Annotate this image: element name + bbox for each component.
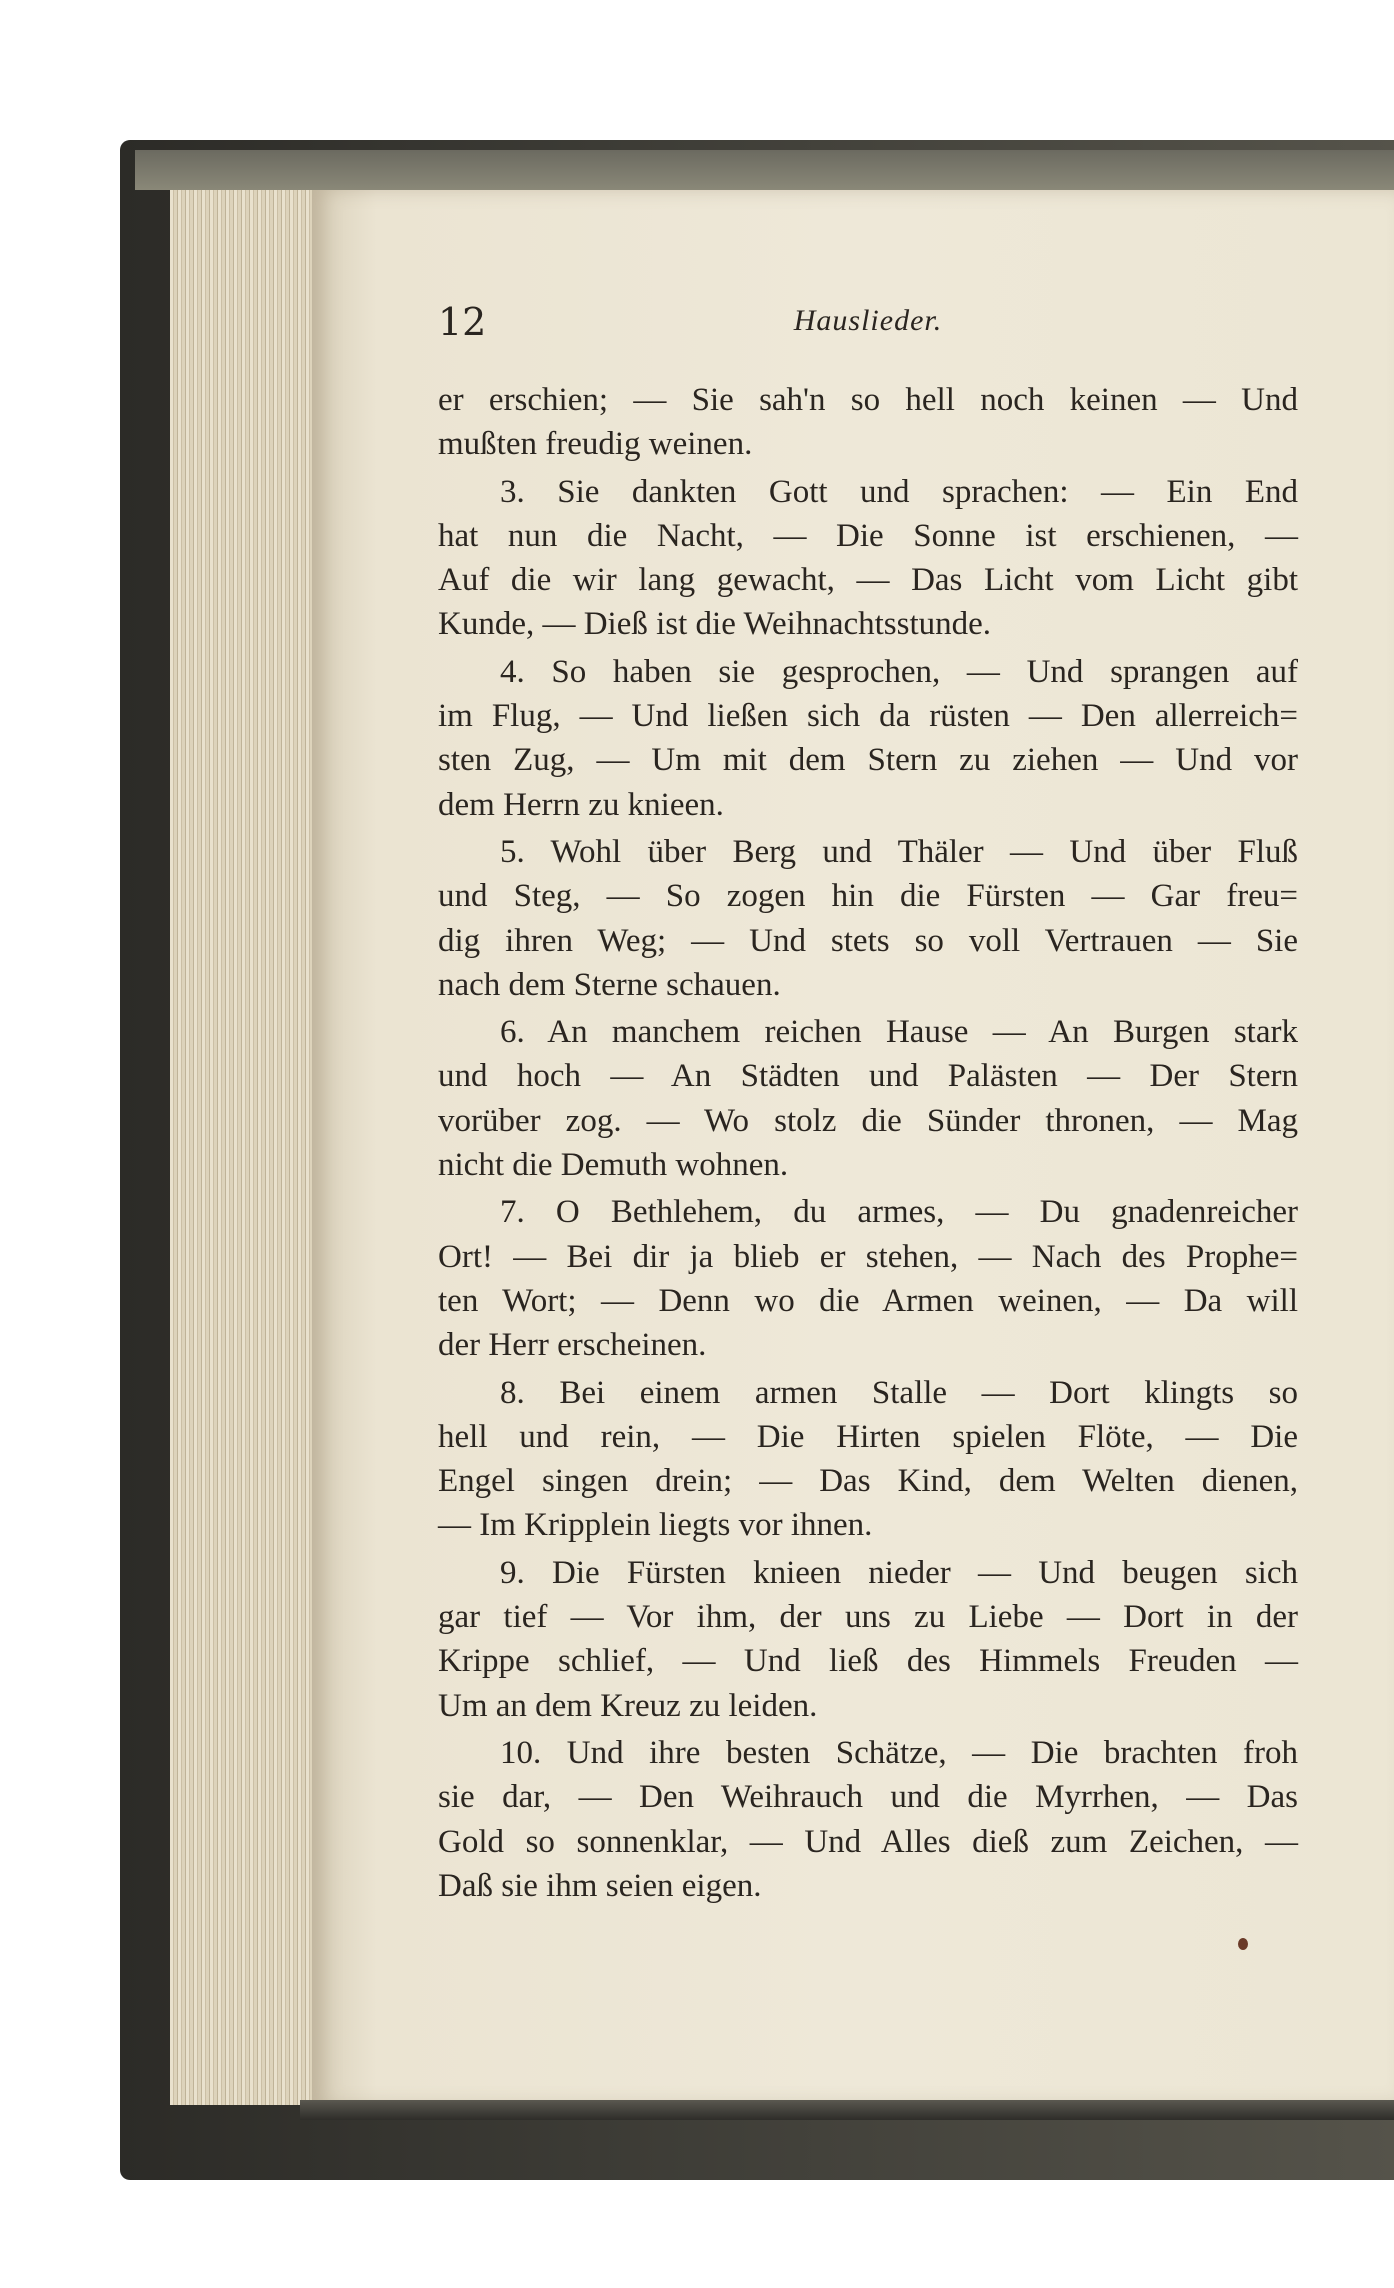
text-line: ten Wort; — Denn wo die Armen weinen, — Da will	[438, 1282, 1298, 1319]
text-line: 4. So haben sie gesprochen, — Und sprangen auf	[500, 653, 1298, 690]
stanza-10	[438, 1731, 1298, 1908]
text-line: dig ihren Weg; — Und stets so voll Vertrauen — Sie	[438, 922, 1298, 959]
poem-text	[438, 378, 1298, 1911]
text-line: nach dem Sterne schauen.	[438, 966, 781, 1003]
text-line: Gold so sonnenklar, — Und Alles dieß zum Zeichen, —	[438, 1823, 1298, 1860]
page-header	[438, 300, 1298, 360]
text-line: 7. O Bethlehem, du armes, — Du gnadenreicher	[500, 1194, 1298, 1231]
text-line: und hoch — An Städten und Palästen — Der Stern	[438, 1058, 1298, 1095]
text-line: gar tief — Vor ihm, der uns zu Liebe — Dort in der	[438, 1599, 1298, 1636]
stanza-3	[438, 470, 1298, 647]
text-line: 5. Wohl über Berg und Thäler — Und über Fluß	[500, 833, 1298, 870]
page-number: 12	[438, 300, 487, 344]
text-line: und Steg, — So zogen hin die Fürsten — Gar freu=	[438, 878, 1298, 915]
stanza-9	[438, 1551, 1298, 1728]
text-line: — Im Kripplein liegts vor ihnen.	[438, 1507, 873, 1544]
text-line: nicht die Demuth wohnen.	[438, 1147, 789, 1184]
text-line: 8. Bei einem armen Stalle — Dort klingts so	[500, 1374, 1298, 1411]
stanza-continuation	[438, 378, 1298, 467]
text-line: Daß sie ihm seien eigen.	[438, 1867, 762, 1904]
text-line: sie dar, — Den Weihrauch und die Myrrhen, — Das	[438, 1779, 1298, 1816]
text-line: dem Herrn zu knieen.	[438, 786, 724, 823]
page-block-edges	[170, 190, 320, 2105]
text-line: mußten freudig weinen.	[438, 426, 753, 463]
text-line: Krippe schlief, — Und ließ des Himmels Freuden —	[438, 1643, 1298, 1680]
text-line: Kunde, — Dieß ist die Weihnachtsstunde.	[438, 606, 992, 643]
book-cover-top-edge	[135, 150, 1394, 190]
text-line: im Flug, — Und ließen sich da rüsten — Den allerreich=	[438, 698, 1298, 735]
text-line: 10. Und ihre besten Schätze, — Die brachten froh	[500, 1734, 1298, 1771]
stanza-4	[438, 650, 1298, 827]
text-line: er erschien; — Sie sah'n so hell noch keinen — Und	[438, 382, 1298, 418]
stanza-7	[438, 1190, 1298, 1367]
text-line: sten Zug, — Um mit dem Stern zu ziehen — Und vor	[438, 742, 1298, 779]
stanza-5	[438, 830, 1298, 1007]
text-line: Auf die wir lang gewacht, — Das Licht vom Licht gibt	[438, 562, 1298, 599]
text-line: der Herr erscheinen.	[438, 1327, 707, 1364]
text-line: Um an dem Kreuz zu leiden.	[438, 1687, 818, 1724]
text-line: 9. Die Fürsten knieen nieder — Und beugen sich	[500, 1554, 1298, 1591]
book-cover-bottom-edge	[300, 2100, 1394, 2120]
text-line: Engel singen drein; — Das Kind, dem Welten dienen,	[438, 1463, 1298, 1500]
ink-stain	[1238, 1938, 1248, 1950]
stanza-8	[438, 1371, 1298, 1548]
text-line: hat nun die Nacht, — Die Sonne ist erschienen, —	[438, 517, 1298, 554]
stanza-6	[438, 1010, 1298, 1187]
running-head: Hauslieder.	[793, 304, 943, 337]
text-line: 6. An manchem reichen Hause — An Burgen stark	[500, 1014, 1298, 1051]
text-line: Ort! — Bei dir ja blieb er stehen, — Nach des Prophe=	[438, 1238, 1298, 1275]
text-line: 3. Sie dankten Gott und sprachen: — Ein End	[500, 473, 1298, 510]
text-line: hell und rein, — Die Hirten spielen Flöte, — Die	[438, 1418, 1298, 1455]
text-line: vorüber zog. — Wo stolz die Sünder thronen, — Mag	[438, 1102, 1298, 1139]
